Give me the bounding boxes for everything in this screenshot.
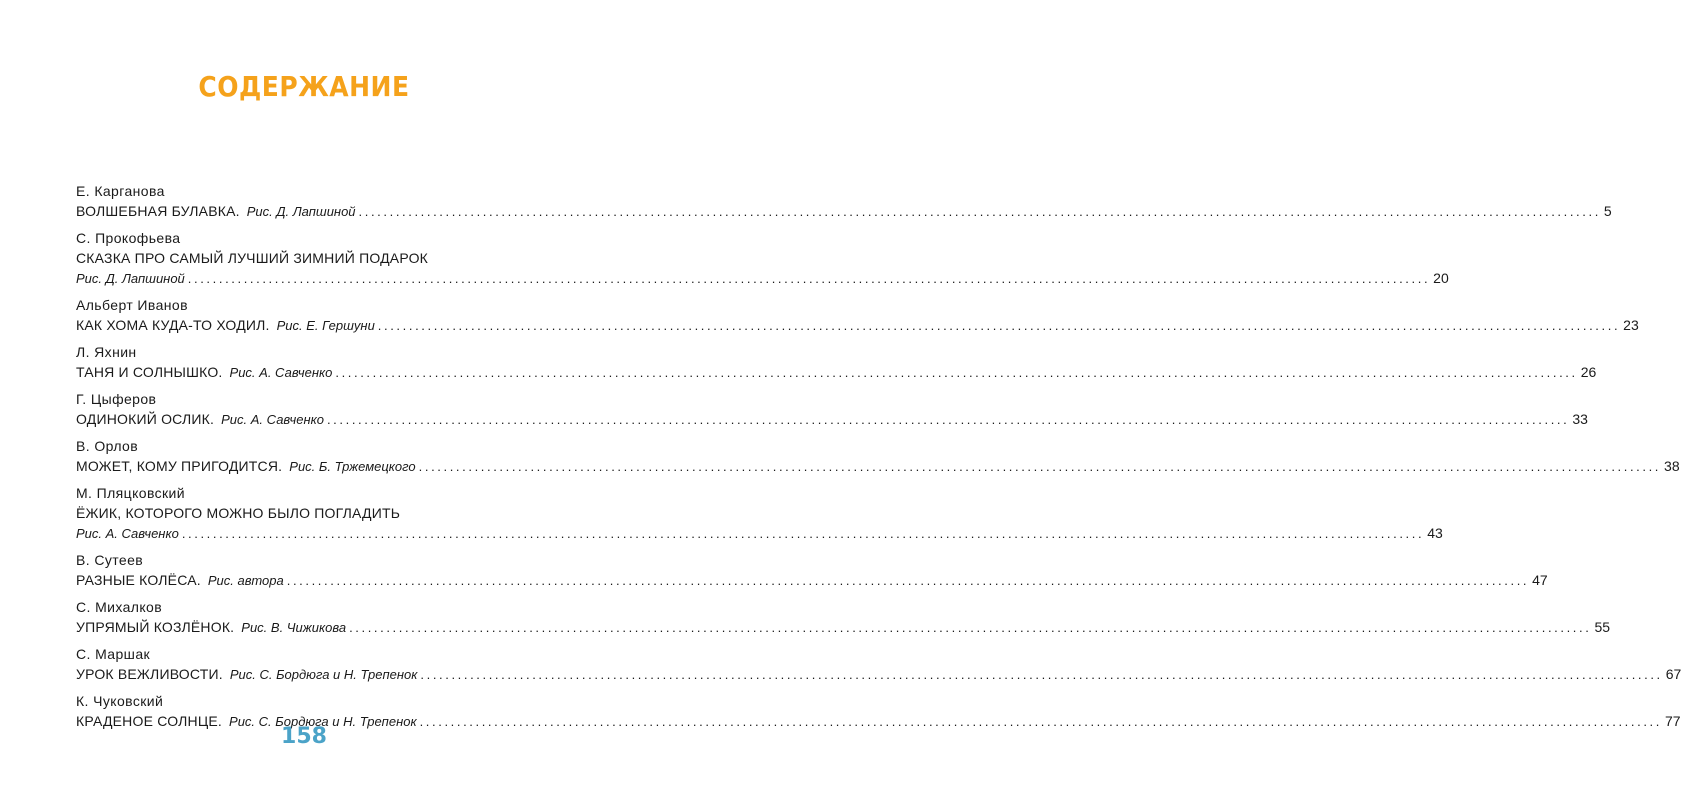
story-title: МОЖЕТ, КОМУ ПРИГОДИТСЯ. (76, 458, 283, 474)
toc-line (76, 268, 1449, 288)
page-ref: 26 (1580, 364, 1597, 380)
dot-leader: ........................................................................................................................................................................................................ (181, 526, 1425, 541)
toc-entry (76, 483, 1443, 543)
author-name: С. Маршак (76, 646, 151, 662)
dot-leader: ........................................................................................................................................................................................................ (326, 412, 1570, 427)
illustrator-credit: Рис. А. Савченко (229, 365, 333, 380)
toc-entry (76, 295, 1639, 335)
illustrator-credit: Рис. В. Чижикова (241, 620, 347, 635)
toc-line (76, 523, 1443, 543)
author-name: В. Сутеев (76, 552, 144, 568)
page-ref: 38 (1664, 458, 1680, 474)
dot-leader: ........................................................................................................................................................................................................ (419, 714, 1662, 729)
toc-line (76, 201, 1612, 221)
page-ref: 55 (1594, 619, 1611, 635)
dot-leader: ........................................................................................................................................................................................................ (420, 667, 1663, 682)
page-ref: 43 (1427, 525, 1443, 541)
page-ref: 33 (1572, 411, 1588, 427)
toc-entry (76, 342, 1597, 382)
story-title: ТАНЯ И СОЛНЫШКО. (76, 364, 223, 380)
page-ref: 67 (1665, 666, 1681, 682)
illustrator-credit: Рис. С. Бордюга и Н. Трепенок (229, 714, 417, 729)
story-title: КАК ХОМА КУДА-ТО ХОДИЛ. (76, 317, 270, 333)
illustrator-credit: Рис. Д. Лапшиной (246, 204, 356, 219)
story-title: ОДИНОКИЙ ОСЛИК. (76, 411, 215, 427)
toc-line (76, 315, 1639, 335)
page-ref: 77 (1664, 713, 1681, 729)
illustrator-credit: Рис. Д. Лапшиной (76, 271, 185, 286)
story-title: СКАЗКА ПРО САМЫЙ ЛУЧШИЙ ЗИМНИЙ ПОДАРОК (76, 250, 429, 266)
toc-line (76, 248, 554, 268)
dot-leader: ........................................................................................................................................................................................................ (286, 573, 1530, 588)
story-title: УРОК ВЕЖЛИВОСТИ. (76, 666, 223, 682)
author-name: С. Михалков (76, 599, 163, 615)
toc-line (76, 456, 1680, 476)
illustrator-credit: Рис. Б. Тржемецкого (289, 459, 416, 474)
page-ref: 47 (1532, 572, 1548, 588)
dot-leader: ........................................................................................................................................................................................................ (187, 271, 1431, 286)
toc-line (76, 409, 1588, 429)
author-name: Л. Яхнин (76, 344, 137, 360)
author-name: Е. Карганова (76, 183, 165, 199)
toc-line (76, 362, 1597, 382)
author-name: С. Прокофьева (76, 230, 181, 246)
page-ref: 23 (1623, 317, 1639, 333)
toc-entry (76, 644, 1681, 684)
story-title: ЁЖИК, КОТОРОГО МОЖНО БЫЛО ПОГЛАДИТЬ (76, 505, 401, 521)
illustrator-credit: Рис. А. Савченко (221, 412, 324, 427)
author-name: К. Чуковский (76, 693, 164, 709)
toc-entry (76, 597, 1611, 637)
page-ref: 20 (1433, 270, 1449, 286)
author-name: Г. Цыферов (76, 391, 157, 407)
dot-leader: ........................................................................................................................................................................................................ (335, 365, 1578, 380)
author-name: М. Пляцковский (76, 485, 185, 501)
toc-line (76, 664, 1681, 684)
toc-entry (76, 181, 1612, 221)
dot-leader: ........................................................................................................................................................................................................ (349, 620, 1592, 635)
illustrator-credit: Рис. Е. Гершуни (276, 318, 375, 333)
story-title: ВОЛШЕБНАЯ БУЛАВКА. (76, 203, 240, 219)
author-name: В. Орлов (76, 438, 139, 454)
dot-leader: ........................................................................................................................................................................................................ (377, 318, 1621, 333)
story-title: УПРЯМЫЙ КОЗЛЁНОК. (76, 619, 235, 635)
toc-entry (76, 228, 1449, 288)
dot-leader: ........................................................................................................................................................................................................ (358, 204, 1601, 219)
toc-entry (76, 389, 1588, 429)
story-title: КРАДЕНОЕ СОЛНЦЕ. (76, 713, 223, 729)
toc-entry (76, 436, 1680, 476)
page-number: 158 (281, 724, 327, 749)
toc-line (76, 503, 554, 523)
page-ref: 5 (1603, 203, 1612, 219)
story-title: РАЗНЫЕ КОЛЁСА. (76, 572, 201, 588)
page-title: СОДЕРЖАНИЕ (198, 70, 410, 103)
dot-leader: ........................................................................................................................................................................................................ (418, 459, 1662, 474)
table-of-contents (76, 181, 1681, 738)
toc-entry (76, 550, 1548, 590)
illustrator-credit: Рис. С. Бордюга и Н. Трепенок (229, 667, 418, 682)
toc-line (76, 617, 1611, 637)
illustrator-credit: Рис. автора (207, 573, 284, 588)
illustrator-credit: Рис. А. Савченко (76, 526, 179, 541)
author-name: Альберт Иванов (76, 297, 188, 313)
toc-line (76, 570, 1548, 590)
